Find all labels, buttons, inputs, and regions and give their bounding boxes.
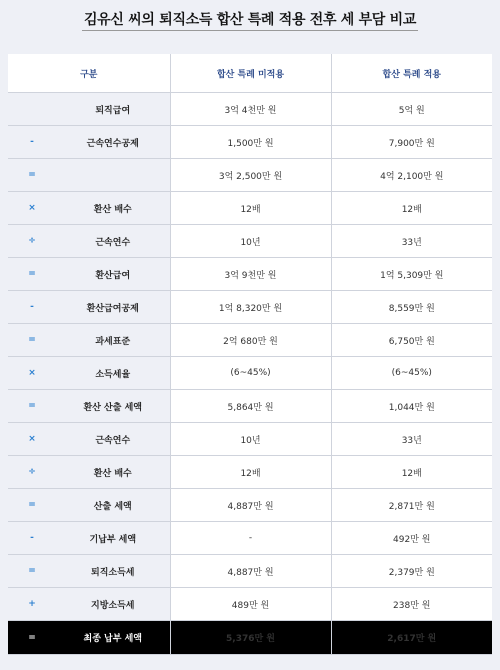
value-after: 1,044만 원 (331, 390, 492, 423)
final-row (8, 621, 492, 655)
header-after: 합산 특례 적용 (331, 54, 492, 93)
operator-symbol: = (8, 159, 56, 192)
row-label: 환산 배수 (56, 456, 170, 489)
value-after: 492만 원 (331, 522, 492, 555)
value-before: 10년 (170, 225, 331, 258)
row-label: 지방소득세 (56, 588, 170, 621)
value-after: 6,750만 원 (331, 324, 492, 357)
table-row (8, 93, 492, 126)
operator-symbol: × (8, 423, 56, 456)
operator-symbol: ÷ (8, 456, 56, 489)
value-before: (6~45%) (170, 357, 331, 390)
row-label: 산출 세액 (56, 489, 170, 522)
operator-symbol: - (8, 522, 56, 555)
table-row (8, 357, 492, 390)
value-before: 5,376만 원 (170, 621, 331, 655)
operator-symbol: = (8, 258, 56, 291)
value-after: 2,871만 원 (331, 489, 492, 522)
row-label: 환산 산출 세액 (56, 390, 170, 423)
value-before: 4,887만 원 (170, 489, 331, 522)
table-row (8, 390, 492, 423)
value-before: 1억 8,320만 원 (170, 291, 331, 324)
table-row (8, 159, 492, 192)
value-after: (6~45%) (331, 357, 492, 390)
table-row (8, 588, 492, 621)
value-before: 3억 9천만 원 (170, 258, 331, 291)
operator-symbol: + (8, 588, 56, 621)
row-label: 퇴직급여 (56, 93, 170, 126)
table-row (8, 126, 492, 159)
row-label: 최종 납부 세액 (56, 621, 170, 655)
row-label (56, 159, 170, 192)
table-row (8, 489, 492, 522)
table-row (8, 225, 492, 258)
value-before: 3억 2,500만 원 (170, 159, 331, 192)
value-after: 5억 원 (331, 93, 492, 126)
value-before: 489만 원 (170, 588, 331, 621)
operator-symbol: × (8, 192, 56, 225)
operator-symbol: - (8, 291, 56, 324)
value-after: 12배 (331, 192, 492, 225)
page-title: 김유신 씨의 퇴직소득 합산 특례 적용 전후 세 부담 비교 (0, 9, 500, 29)
table-row (8, 555, 492, 588)
value-after: 33년 (331, 423, 492, 456)
value-after: 1억 5,309만 원 (331, 258, 492, 291)
operator-symbol: = (8, 324, 56, 357)
value-before: 4,887만 원 (170, 555, 331, 588)
header-category: 구분 (8, 54, 170, 93)
operator-symbol: = (8, 489, 56, 522)
table-row (8, 291, 492, 324)
table-row (8, 192, 492, 225)
operator-symbol: = (8, 621, 56, 655)
table-row (8, 423, 492, 456)
operator-symbol: = (8, 390, 56, 423)
table-row (8, 456, 492, 489)
row-label: 환산급여공제 (56, 291, 170, 324)
value-before: 1,500만 원 (170, 126, 331, 159)
value-after: 33년 (331, 225, 492, 258)
operator-symbol: ÷ (8, 225, 56, 258)
value-before: - (170, 522, 331, 555)
row-label: 환산급여 (56, 258, 170, 291)
comparison-table (8, 54, 492, 655)
value-before: 2억 680만 원 (170, 324, 331, 357)
row-label: 소득세율 (56, 357, 170, 390)
row-label: 근속연수 (56, 225, 170, 258)
operator-symbol: × (8, 357, 56, 390)
row-label: 퇴직소득세 (56, 555, 170, 588)
value-before: 3억 4천만 원 (170, 93, 331, 126)
value-after: 12배 (331, 456, 492, 489)
value-before: 5,864만 원 (170, 390, 331, 423)
row-label: 과세표준 (56, 324, 170, 357)
table-header-row (8, 54, 492, 93)
value-after: 4억 2,100만 원 (331, 159, 492, 192)
operator-symbol (8, 93, 56, 126)
table-row (8, 522, 492, 555)
value-after: 2,379만 원 (331, 555, 492, 588)
operator-symbol: = (8, 555, 56, 588)
value-after: 2,617만 원 (331, 621, 492, 655)
value-after: 8,559만 원 (331, 291, 492, 324)
value-before: 10년 (170, 423, 331, 456)
row-label: 환산 배수 (56, 192, 170, 225)
operator-symbol: - (8, 126, 56, 159)
value-after: 238만 원 (331, 588, 492, 621)
value-after: 7,900만 원 (331, 126, 492, 159)
row-label: 기납부 세액 (56, 522, 170, 555)
row-label: 근속연수공제 (56, 126, 170, 159)
value-before: 12배 (170, 192, 331, 225)
value-before: 12배 (170, 456, 331, 489)
header-before: 합산 특례 미적용 (170, 54, 331, 93)
table-row (8, 324, 492, 357)
row-label: 근속연수 (56, 423, 170, 456)
table-row (8, 258, 492, 291)
